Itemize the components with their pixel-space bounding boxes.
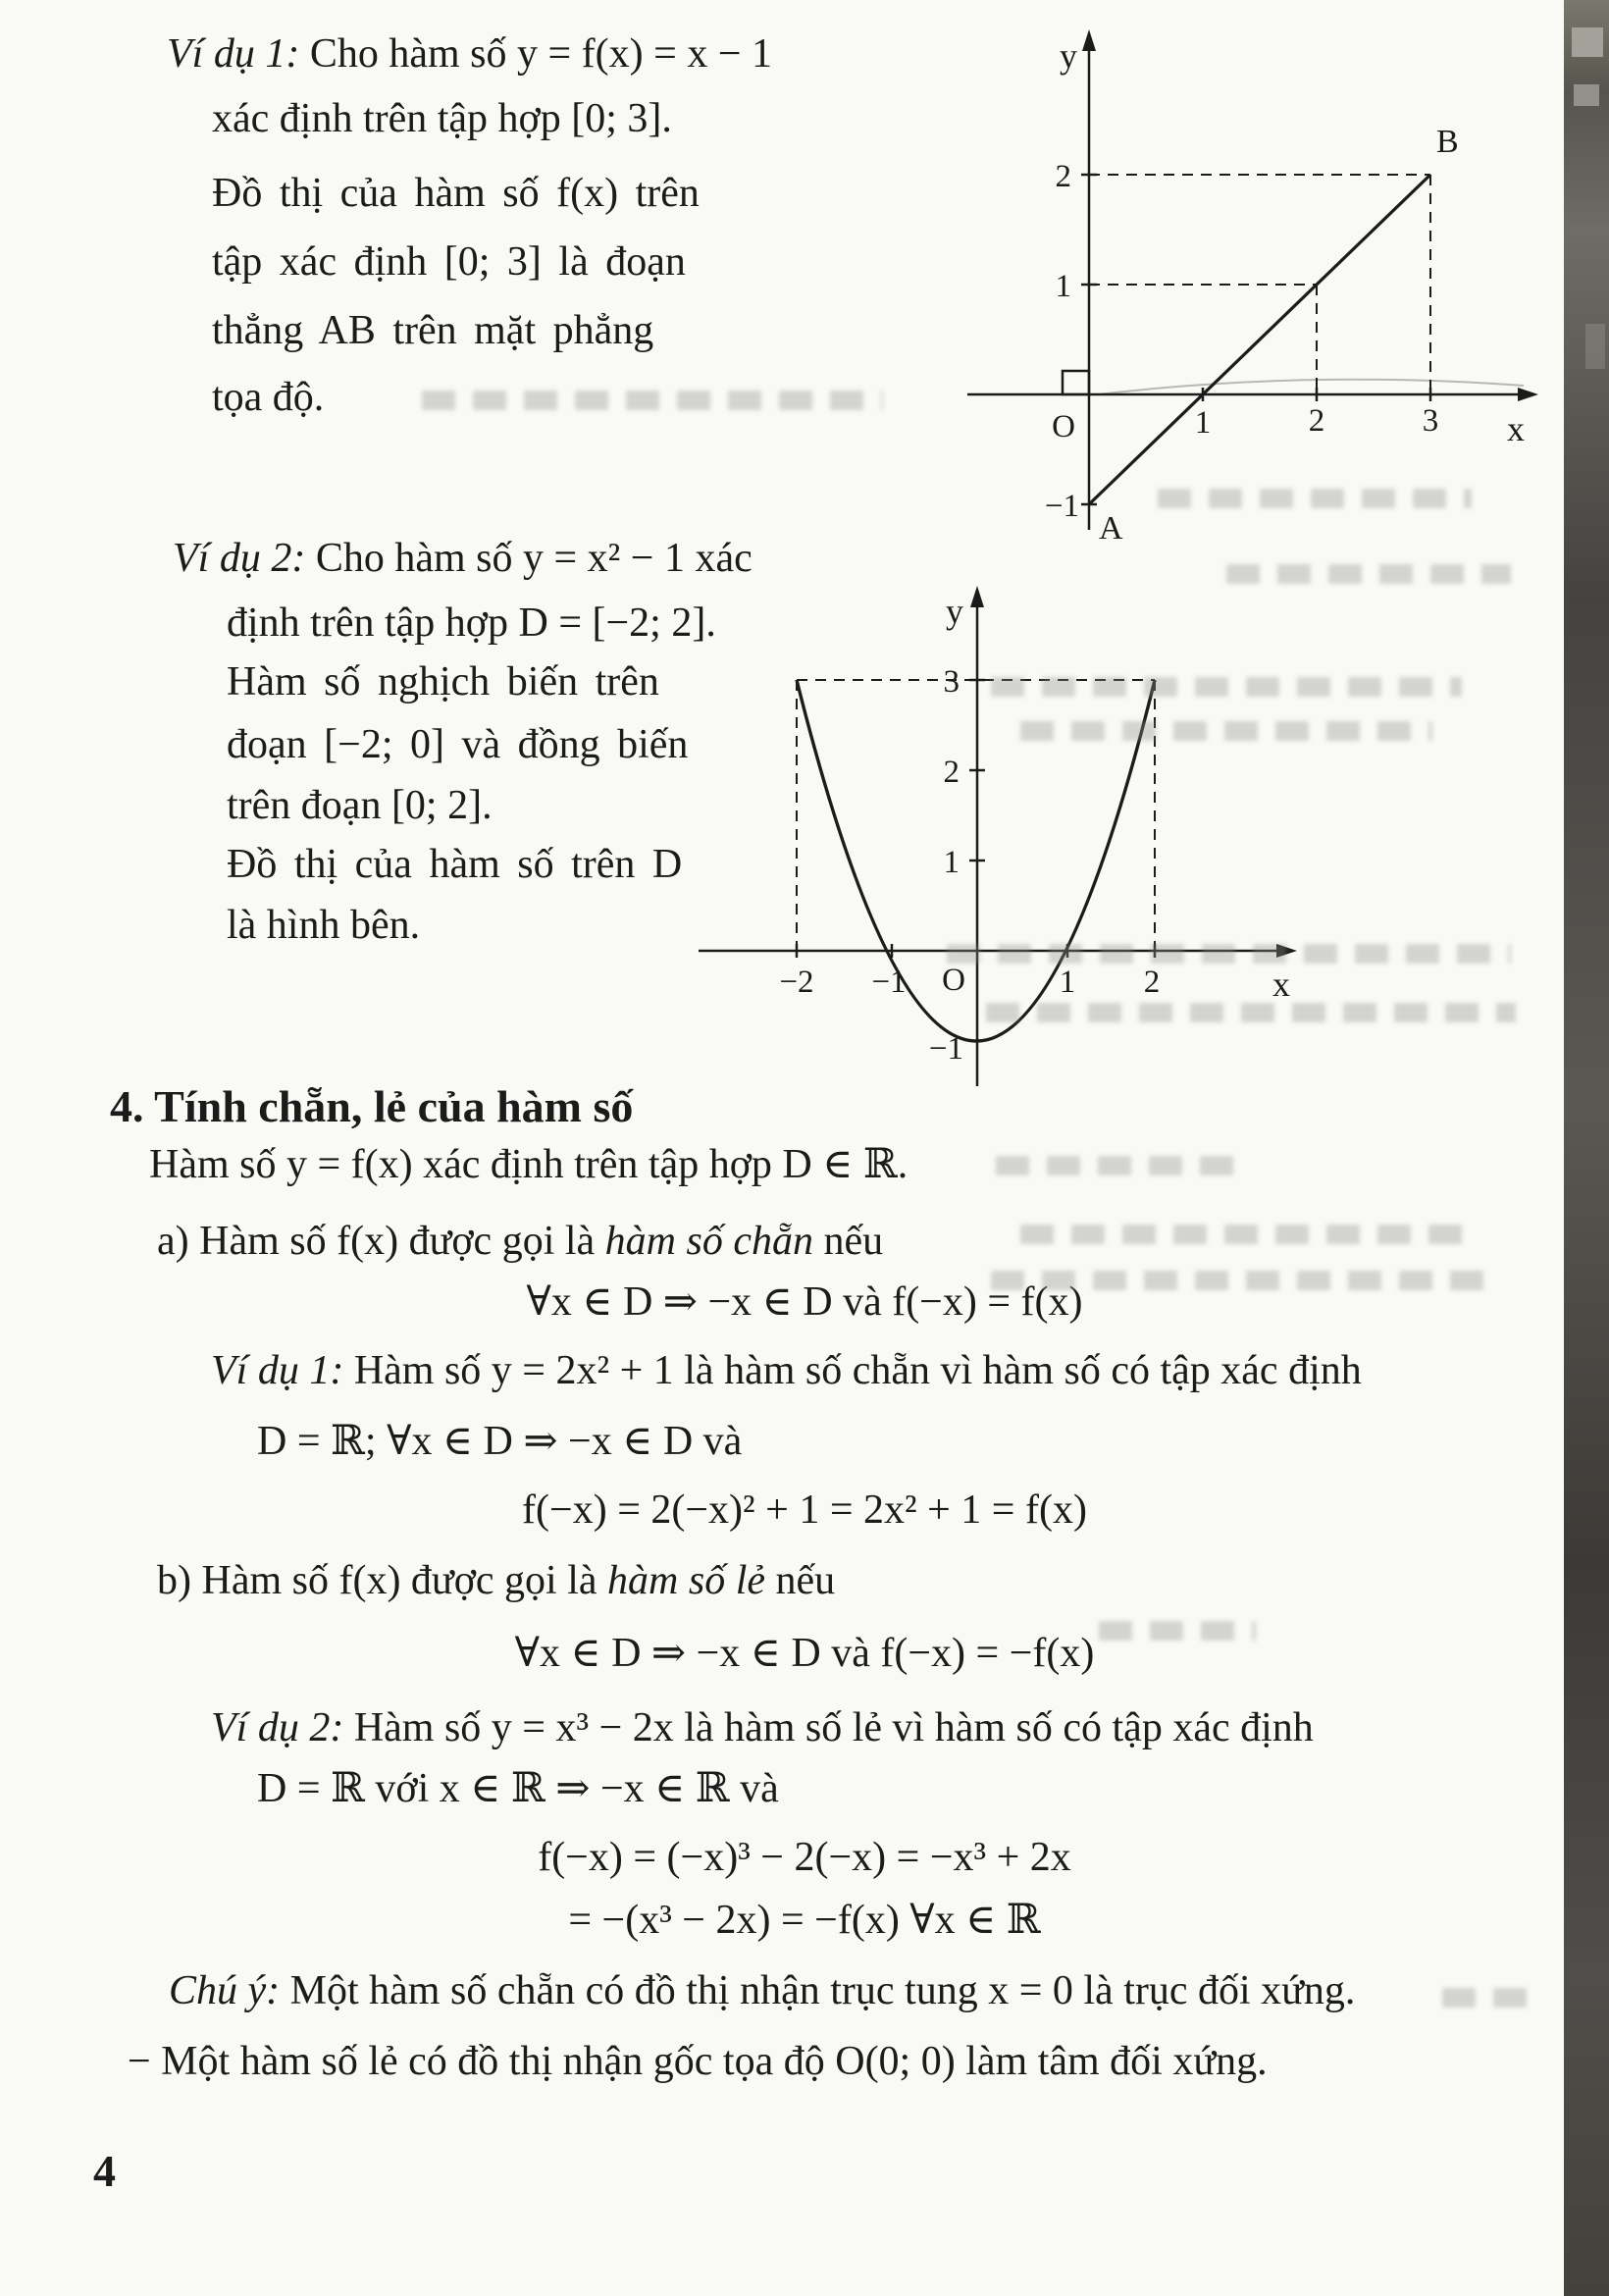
bleed-through-mark [1226,564,1511,584]
scan-binding-strip [1564,0,1609,2296]
scan-strip-highlight [1574,84,1599,106]
section4-heading: 4. Tính chẵn, lẻ của hàm số [110,1081,634,1131]
g1-origin-label: O [1052,409,1075,444]
g2-tick-y3: 3 [943,664,960,700]
g2-tick-x2: 2 [1143,965,1161,1000]
g1-tick-x2: 2 [1308,403,1325,439]
formula-ex2b: = −(x³ − 2x) = −f(x) ∀x ∈ ℝ [568,1898,1041,1943]
example2-line2: định trên tập hợp D = [−2; 2]. [227,600,716,646]
g2-x-axis-label: x [1272,965,1290,1004]
formula-ex1: f(−x) = 2(−x)² + 1 = 2x² + 1 = f(x) [522,1487,1087,1533]
section4-ex2-line2: D = ℝ với x ∈ ℝ ⇒ −x ∈ ℝ và [257,1766,779,1811]
bleed-through-mark [1442,1988,1531,2008]
scan-strip-highlight [1572,27,1603,57]
g1-point-b-label: B [1436,124,1459,160]
example1-line4: tập xác định [0; 3] là đoạn [212,239,686,285]
y-axis-arrow-icon [1082,29,1096,51]
note: Chú ý: Một hàm số chẵn có đồ thị nhận trục tung x = 0 là trục đối xứng. [169,1968,1356,2013]
example1-line6: tọa độ. [212,375,325,420]
example2-line4: đoạn [−2; 0] và đồng biến [227,722,689,767]
g1-y-axis-label: y [1060,36,1077,76]
g2-tick-xneg1: −1 [871,965,907,1000]
item-b: b) Hàm số f(x) được gọi là hàm số lẻ nếu [157,1558,836,1603]
example1-line2: xác định trên tập hợp [0; 3]. [212,96,672,141]
section4-ex2-label: Ví dụ 2: [211,1705,344,1750]
origin-square-mark [1063,371,1089,394]
example2-line6: Đồ thị của hàm số trên D [227,842,683,887]
bleed-through-mark [422,391,883,410]
g2-y-axis-label: y [946,592,963,631]
g1-tick-yneg1: −1 [1044,489,1079,524]
scan-artifact-curve [1099,380,1524,394]
section4-ex1-line2: D = ℝ; ∀x ∈ D ⇒ −x ∈ D và [257,1419,743,1464]
g2-tick-x1: 1 [1059,965,1076,1000]
page-number: 4 [93,2146,116,2196]
g1-tick-x3: 3 [1422,403,1439,439]
example2-line1: Ví dụ 2: Cho hàm số y = x² − 1 xác [173,536,753,581]
formula-ex2a: f(−x) = (−x)³ − 2(−x) = −x³ + 2x [538,1835,1071,1880]
scan-strip-highlight [1585,324,1605,369]
g2-tick-y1: 1 [943,845,960,880]
item-a-term: hàm số chẵn [604,1219,813,1264]
section4-ex2: Ví dụ 2: Hàm số y = x³ − 2x là hàm số lẻ vì hàm số có tập xác định [211,1705,1314,1750]
example1-line3: Đồ thị của hàm số f(x) trên [212,171,700,216]
x-axis-arrow-icon [1518,388,1538,401]
bleed-through-mark [996,1156,1251,1175]
bleed-through-mark [1020,1225,1472,1244]
example2-line7: là hình bên. [227,903,421,948]
section4-ex1: Ví dụ 1: Hàm số y = 2x² + 1 là hàm số chẵn vì hàm số có tập xác định [211,1348,1362,1393]
g1-point-a-label: A [1099,510,1123,547]
item-b-term: hàm số lẻ [607,1558,766,1603]
example1-label: Ví dụ 1: [167,31,300,77]
example2-label: Ví dụ 2: [173,536,306,581]
graph-line-segment-ab [952,25,1540,554]
g2-tick-y2: 2 [943,755,960,790]
example2-line5: trên đoạn [0; 2]. [227,783,493,828]
g2-tick-xneg2: −2 [779,965,814,1000]
section4-intro: Hàm số y = f(x) xác định trên tập hợp D ∈ ℝ. [149,1142,908,1187]
example1-line1: Ví dụ 1: Cho hàm số y = f(x) = x − 1 [167,31,772,77]
note-label: Chú ý: [169,1968,281,2013]
g1-tick-x1: 1 [1194,405,1212,441]
x-axis-arrow-icon [1276,944,1297,958]
example1-line5: thẳng AB trên mặt phẳng [212,308,654,353]
example2-line3: Hàm số nghịch biến trên [227,659,659,704]
segment-ab [1089,175,1430,504]
formula-odd: ∀x ∈ D ⇒ −x ∈ D và f(−x) = −f(x) [514,1631,1095,1676]
item-a: a) Hàm số f(x) được gọi là hàm số chẵn nếu [157,1219,884,1264]
g1-tick-y1: 1 [1055,269,1071,304]
section4-ex1-label: Ví dụ 1: [211,1348,344,1393]
formula-even: ∀x ∈ D ⇒ −x ∈ D và f(−x) = f(x) [526,1279,1083,1325]
graph-parabola [667,584,1315,1114]
g1-x-axis-label: x [1507,409,1525,448]
g2-vertex-label: −1 [928,1031,963,1067]
note-line2: − Một hàm số lẻ có đồ thị nhận gốc tọa độ O(0; 0) làm tâm đối xứng. [128,2039,1268,2084]
g1-tick-y2: 2 [1055,159,1071,194]
g2-origin-label: O [942,963,965,998]
y-axis-arrow-icon [970,586,984,607]
